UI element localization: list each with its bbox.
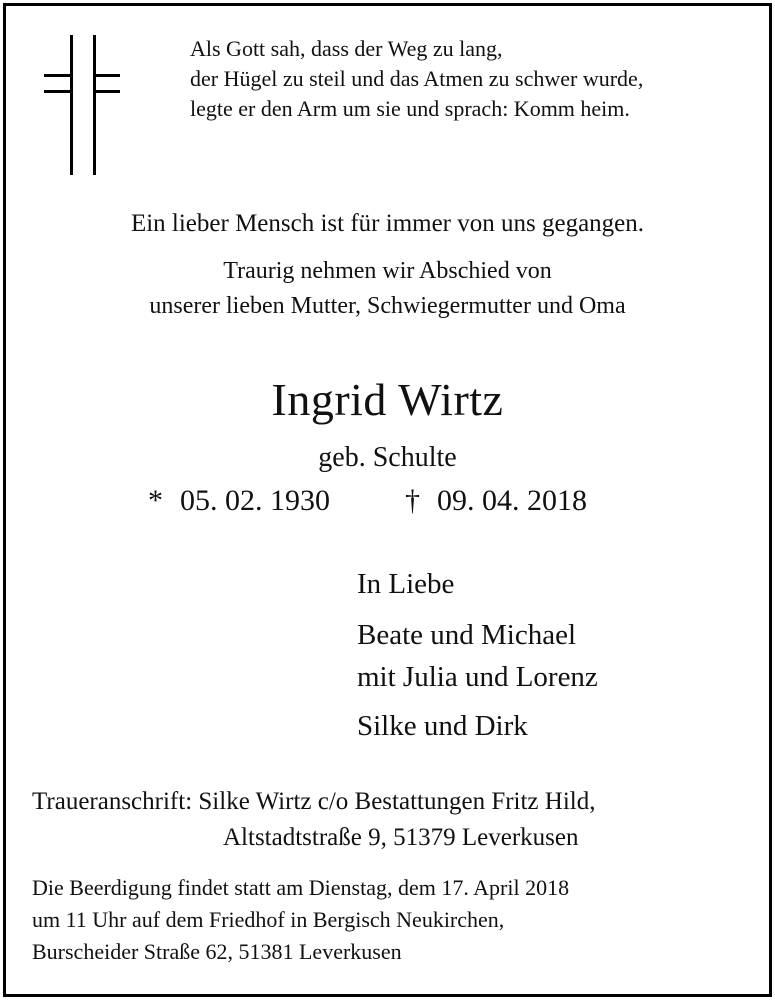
- birth-symbol: *: [148, 484, 163, 517]
- life-dates: [0, 484, 775, 524]
- death-date-group: [405, 484, 587, 518]
- poem: [190, 34, 643, 124]
- address-line: Traueranschrift: Silke Wirtz c/o Bestattungen Fritz Hild,: [32, 788, 596, 815]
- mourners-line: Beate und Michael: [357, 619, 577, 651]
- poem-line: legte er den Arm um sie und sprach: Komm heim.: [190, 96, 630, 121]
- death-symbol: †: [405, 484, 420, 517]
- poem-line: Als Gott sah, dass der Weg zu lang,: [190, 36, 503, 61]
- birth-date-group: [148, 484, 330, 518]
- farewell-line: unserer lieben Mutter, Schwiegermutter und Oma: [149, 293, 626, 319]
- mourners-line: Silke und Dirk: [357, 710, 528, 742]
- mourners-heading: In Liebe: [357, 568, 455, 600]
- intro-line: Ein lieber Mensch ist für immer von uns gegangen.: [130, 210, 645, 237]
- farewell-text: [0, 254, 775, 324]
- birth-date: 05. 02. 1930: [180, 484, 330, 517]
- address-line: Altstadtstraße 9, 51379 Leverkusen: [223, 824, 579, 851]
- death-date: 09. 04. 2018: [437, 484, 587, 517]
- funeral-details: [32, 872, 569, 968]
- birth-name: geb. Schulte: [318, 442, 457, 473]
- mourning-address: [32, 784, 595, 856]
- poem-line: der Hügel zu steil und das Atmen zu schwer wurde,: [190, 66, 644, 91]
- farewell-line: Traurig nehmen wir Abschied von: [223, 258, 552, 284]
- funeral-line: Die Beerdigung findet statt am Dienstag, dem 17. April 2018: [32, 875, 570, 900]
- deceased-name: Ingrid Wirtz: [271, 374, 504, 425]
- mourners-line: mit Julia und Lorenz: [357, 661, 598, 693]
- funeral-line: um 11 Uhr auf dem Friedhof in Bergisch Neukirchen,: [32, 907, 505, 932]
- cross-icon: [44, 35, 124, 175]
- funeral-line: Burscheider Straße 62, 51381 Leverkusen: [32, 939, 402, 964]
